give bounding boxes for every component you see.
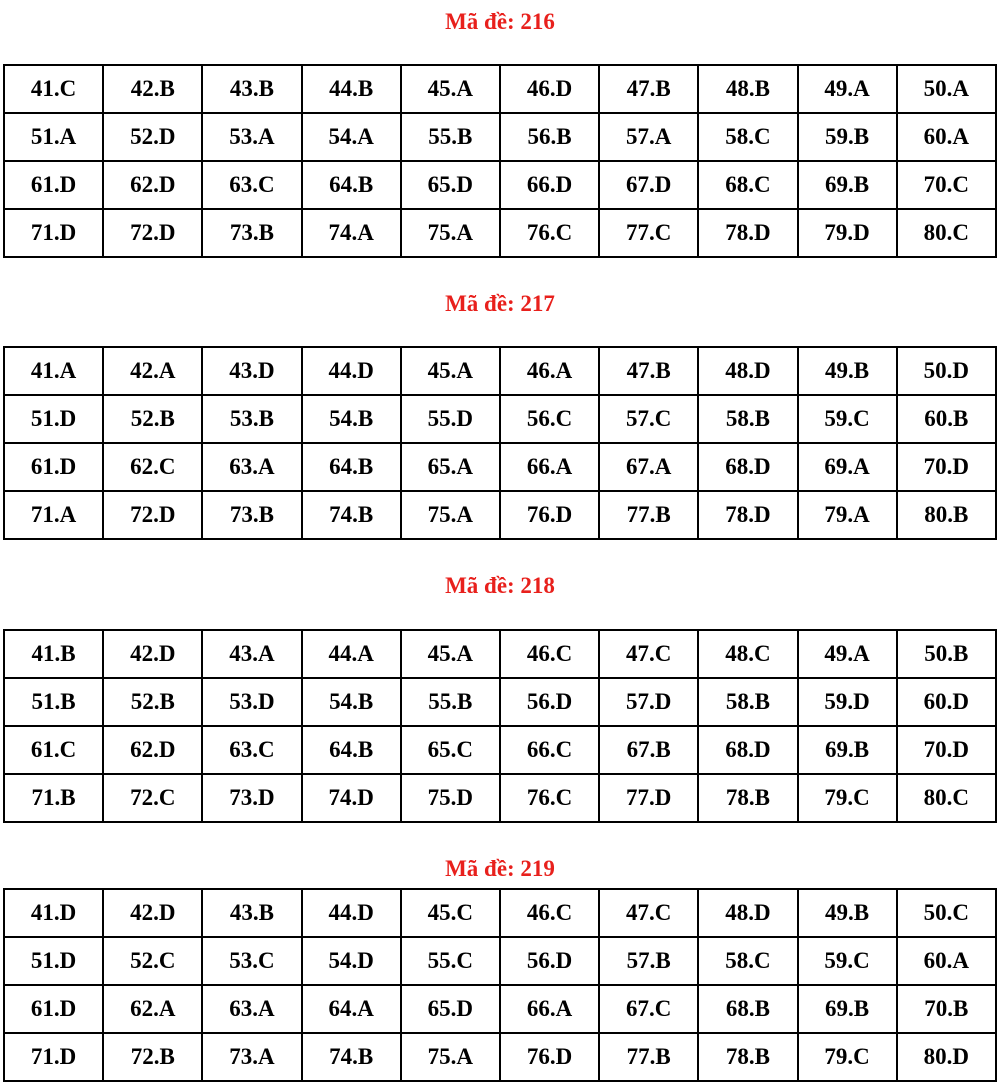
table-row [4, 161, 996, 209]
answer-cell: 58.C [698, 113, 797, 161]
answer-cell: 80.D [897, 1033, 996, 1081]
answer-cell: 48.D [698, 889, 797, 937]
answer-cell: 71.D [4, 209, 103, 257]
answer-cell: 57.A [599, 113, 698, 161]
answer-cell: 53.C [202, 937, 301, 985]
answer-cell: 42.D [103, 630, 202, 678]
answer-cell: 67.D [599, 161, 698, 209]
answer-cell: 76.D [500, 491, 599, 539]
answer-cell: 77.B [599, 491, 698, 539]
answer-table [3, 346, 997, 540]
answer-cell: 58.B [698, 678, 797, 726]
answer-cell: 66.A [500, 443, 599, 491]
answer-cell: 67.C [599, 985, 698, 1033]
answer-cell: 58.C [698, 937, 797, 985]
answer-cell: 45.C [401, 889, 500, 937]
answer-cell: 47.B [599, 65, 698, 113]
answer-cell: 62.C [103, 443, 202, 491]
table-row [4, 347, 996, 395]
answer-cell: 57.D [599, 678, 698, 726]
answer-cell: 56.C [500, 395, 599, 443]
answer-cell: 48.C [698, 630, 797, 678]
table-row [4, 113, 996, 161]
answer-cell: 72.D [103, 491, 202, 539]
table-row [4, 937, 996, 985]
answer-cell: 52.B [103, 678, 202, 726]
table-row [4, 889, 996, 937]
answer-cell: 61.D [4, 985, 103, 1033]
answer-cell: 54.D [302, 937, 401, 985]
answer-cell: 75.A [401, 1033, 500, 1081]
answer-cell: 43.B [202, 65, 301, 113]
exam-code-title: Mã đề: 216 [445, 9, 555, 34]
answer-cell: 69.B [798, 161, 897, 209]
answer-cell: 52.C [103, 937, 202, 985]
answer-cell: 42.D [103, 889, 202, 937]
answer-cell: 64.B [302, 161, 401, 209]
answer-cell: 79.D [798, 209, 897, 257]
answer-cell: 62.D [103, 161, 202, 209]
answer-cell: 47.C [599, 889, 698, 937]
answer-cell: 80.B [897, 491, 996, 539]
table-row [4, 678, 996, 726]
answer-cell: 76.C [500, 209, 599, 257]
table-row [4, 65, 996, 113]
answer-cell: 63.A [202, 443, 301, 491]
answer-cell: 49.B [798, 347, 897, 395]
answer-cell: 55.C [401, 937, 500, 985]
answer-cell: 41.B [4, 630, 103, 678]
answer-cell: 49.A [798, 65, 897, 113]
answer-cell: 60.B [897, 395, 996, 443]
answer-cell: 59.D [798, 678, 897, 726]
answer-cell: 54.A [302, 113, 401, 161]
answer-cell: 77.B [599, 1033, 698, 1081]
answer-cell: 66.D [500, 161, 599, 209]
answer-cell: 46.C [500, 630, 599, 678]
answer-cell: 69.A [798, 443, 897, 491]
answer-cell: 79.C [798, 1033, 897, 1081]
answer-cell: 64.B [302, 443, 401, 491]
answer-cell: 74.B [302, 1033, 401, 1081]
answer-cell: 79.C [798, 774, 897, 822]
answer-cell: 58.B [698, 395, 797, 443]
answer-cell: 73.D [202, 774, 301, 822]
answer-cell: 61.D [4, 161, 103, 209]
answer-cell: 77.D [599, 774, 698, 822]
answer-cell: 62.D [103, 726, 202, 774]
answer-cell: 73.B [202, 491, 301, 539]
answer-cell: 48.B [698, 65, 797, 113]
answer-cell: 70.D [897, 726, 996, 774]
table-row [4, 726, 996, 774]
answer-cell: 69.B [798, 985, 897, 1033]
answer-cell: 71.B [4, 774, 103, 822]
answer-cell: 63.C [202, 161, 301, 209]
answer-cell: 51.B [4, 678, 103, 726]
answer-cell: 55.B [401, 113, 500, 161]
answer-cell: 73.A [202, 1033, 301, 1081]
answer-cell: 41.A [4, 347, 103, 395]
exam-code-title: Mã đề: 219 [445, 856, 555, 881]
answer-cell: 61.D [4, 443, 103, 491]
table-row [4, 491, 996, 539]
answer-cell: 72.C [103, 774, 202, 822]
answer-cell: 80.C [897, 209, 996, 257]
exam-code-title: Mã đề: 217 [445, 291, 555, 316]
answer-cell: 50.A [897, 65, 996, 113]
answer-cell: 65.A [401, 443, 500, 491]
answer-cell: 63.A [202, 985, 301, 1033]
answer-cell: 45.A [401, 630, 500, 678]
answer-cell: 60.A [897, 113, 996, 161]
answer-cell: 53.D [202, 678, 301, 726]
answer-cell: 68.C [698, 161, 797, 209]
answer-cell: 59.C [798, 937, 897, 985]
answer-cell: 78.D [698, 209, 797, 257]
answer-cell: 59.C [798, 395, 897, 443]
answer-cell: 74.B [302, 491, 401, 539]
answer-cell: 59.B [798, 113, 897, 161]
answer-cell: 66.C [500, 726, 599, 774]
answer-cell: 70.C [897, 161, 996, 209]
answer-cell: 63.C [202, 726, 301, 774]
answer-cell: 47.B [599, 347, 698, 395]
answer-cell: 68.D [698, 443, 797, 491]
table-row [4, 1033, 996, 1081]
answer-cell: 68.B [698, 985, 797, 1033]
answer-cell: 65.D [401, 985, 500, 1033]
answer-cell: 44.A [302, 630, 401, 678]
answer-cell: 46.C [500, 889, 599, 937]
answer-table [3, 888, 997, 1082]
answer-cell: 47.C [599, 630, 698, 678]
answer-cell: 56.B [500, 113, 599, 161]
answer-cell: 64.B [302, 726, 401, 774]
table-row [4, 774, 996, 822]
answer-cell: 43.D [202, 347, 301, 395]
answer-cell: 69.B [798, 726, 897, 774]
answer-cell: 44.B [302, 65, 401, 113]
answer-cell: 78.B [698, 774, 797, 822]
answer-cell: 46.D [500, 65, 599, 113]
answer-cell: 42.B [103, 65, 202, 113]
answer-cell: 57.C [599, 395, 698, 443]
answer-cell: 54.B [302, 678, 401, 726]
answer-cell: 64.A [302, 985, 401, 1033]
answer-cell: 70.D [897, 443, 996, 491]
answer-cell: 46.A [500, 347, 599, 395]
answer-cell: 53.A [202, 113, 301, 161]
answer-cell: 42.A [103, 347, 202, 395]
answer-cell: 62.A [103, 985, 202, 1033]
answer-cell: 65.D [401, 161, 500, 209]
answer-cell: 41.C [4, 65, 103, 113]
table-row [4, 630, 996, 678]
answer-cell: 44.D [302, 347, 401, 395]
answer-cell: 77.C [599, 209, 698, 257]
answer-cell: 60.A [897, 937, 996, 985]
answer-cell: 67.B [599, 726, 698, 774]
answer-cell: 71.D [4, 1033, 103, 1081]
answer-cell: 67.A [599, 443, 698, 491]
answer-cell: 72.B [103, 1033, 202, 1081]
answer-cell: 43.A [202, 630, 301, 678]
answer-cell: 70.B [897, 985, 996, 1033]
answer-cell: 45.A [401, 347, 500, 395]
answer-cell: 76.C [500, 774, 599, 822]
table-row [4, 443, 996, 491]
answer-cell: 52.B [103, 395, 202, 443]
answer-cell: 50.B [897, 630, 996, 678]
answer-cell: 78.D [698, 491, 797, 539]
answer-cell: 52.D [103, 113, 202, 161]
table-row [4, 985, 996, 1033]
answer-cell: 74.D [302, 774, 401, 822]
answer-cell: 71.A [4, 491, 103, 539]
answer-cell: 56.D [500, 937, 599, 985]
answer-cell: 78.B [698, 1033, 797, 1081]
table-row [4, 209, 996, 257]
answer-cell: 45.A [401, 65, 500, 113]
answer-cell: 75.A [401, 491, 500, 539]
answer-cell: 51.A [4, 113, 103, 161]
answer-cell: 74.A [302, 209, 401, 257]
answer-cell: 43.B [202, 889, 301, 937]
answer-table [3, 629, 997, 823]
answer-cell: 49.B [798, 889, 897, 937]
answer-cell: 55.D [401, 395, 500, 443]
answer-cell: 79.A [798, 491, 897, 539]
answer-cell: 50.D [897, 347, 996, 395]
answer-cell: 53.B [202, 395, 301, 443]
answer-cell: 66.A [500, 985, 599, 1033]
answer-cell: 50.C [897, 889, 996, 937]
answer-table [3, 64, 997, 258]
answer-cell: 73.B [202, 209, 301, 257]
answer-cell: 48.D [698, 347, 797, 395]
answer-cell: 44.D [302, 889, 401, 937]
answer-cell: 68.D [698, 726, 797, 774]
answer-cell: 65.C [401, 726, 500, 774]
table-row [4, 395, 996, 443]
answer-cell: 49.A [798, 630, 897, 678]
answer-cell: 41.D [4, 889, 103, 937]
answer-cell: 61.C [4, 726, 103, 774]
answer-cell: 51.D [4, 937, 103, 985]
answer-cell: 51.D [4, 395, 103, 443]
answer-cell: 76.D [500, 1033, 599, 1081]
answer-cell: 54.B [302, 395, 401, 443]
answer-cell: 75.D [401, 774, 500, 822]
exam-code-title: Mã đề: 218 [445, 573, 555, 598]
answer-cell: 72.D [103, 209, 202, 257]
answer-cell: 56.D [500, 678, 599, 726]
answer-cell: 55.B [401, 678, 500, 726]
answer-cell: 75.A [401, 209, 500, 257]
answer-cell: 57.B [599, 937, 698, 985]
answer-cell: 80.C [897, 774, 996, 822]
answer-cell: 60.D [897, 678, 996, 726]
